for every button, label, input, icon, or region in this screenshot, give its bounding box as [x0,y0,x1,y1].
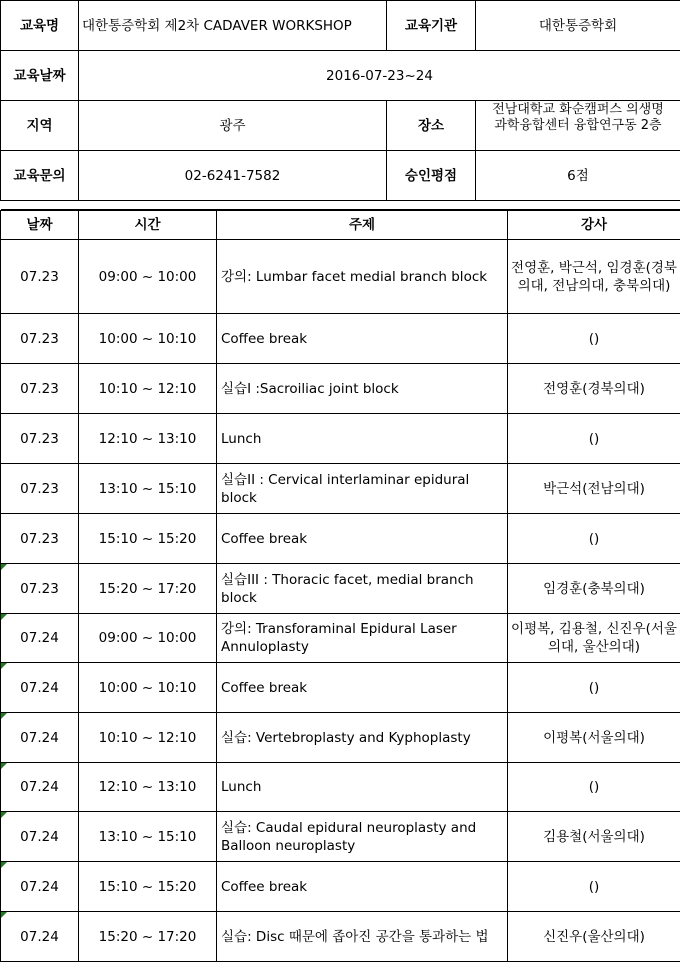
row-date: 07.24 [1,713,79,763]
row-date: 07.23 [1,514,79,564]
row-date: 07.23 [1,364,79,414]
row-topic: Coffee break [217,663,508,713]
header-date: 날짜 [1,211,79,240]
row-lecturer: 박근석(전남의대) [508,464,680,514]
row-date: 07.23 [1,240,79,314]
row-lecturer: () [508,862,680,912]
course-date-value: 2016-07-23~24 [79,51,680,101]
row-time: 10:10 ~ 12:10 [79,713,217,763]
row-topic: 실습I :Sacroiliac joint block [217,364,508,414]
row-date: 07.24 [1,614,79,663]
header-lecturer: 강사 [508,211,680,240]
course-info-table [0,0,680,210]
course-name-value: 대한통증학회 제2차 CADAVER WORKSHOP [79,1,387,51]
row-lecturer: () [508,414,680,464]
course-credit-label: 승인평점 [387,151,476,201]
row-time: 09:00 ~ 10:00 [79,614,217,663]
row-topic: Lunch [217,414,508,464]
row-date: 07.23 [1,464,79,514]
row-time: 10:10 ~ 12:10 [79,364,217,414]
row-time: 15:10 ~ 15:20 [79,514,217,564]
row-lecturer: 전영훈, 박근석, 임경훈(경북의대, 전남의대, 충북의대) [508,240,680,314]
row-date: 07.24 [1,812,79,862]
row-time: 09:00 ~ 10:00 [79,240,217,314]
row-lecturer: () [508,514,680,564]
row-lecturer: () [508,314,680,364]
schedule-table [0,210,680,962]
row-topic: Coffee break [217,862,508,912]
table-row [1,663,680,713]
row-topic: 실습: Disc 때문에 좁아진 공간을 통과하는 법 [217,912,508,962]
header-topic: 주제 [217,211,508,240]
table-row [1,364,680,414]
table-row [1,713,680,763]
row-topic: 실습II : Cervical interlaminar epidural block [217,464,508,514]
row-date: 07.24 [1,912,79,962]
course-date-label: 교육날짜 [1,51,79,101]
course-contact-label: 교육문의 [1,151,79,201]
row-topic: 실습: Vertebroplasty and Kyphoplasty [217,713,508,763]
row-date: 07.24 [1,862,79,912]
course-place-label: 장소 [387,101,476,151]
row-time: 15:20 ~ 17:20 [79,564,217,614]
table-row [1,240,680,314]
row-lecturer: 전영훈(경북의대) [508,364,680,414]
row-date: 07.24 [1,663,79,713]
table-row [1,414,680,464]
table-row [1,314,680,364]
row-date: 07.23 [1,564,79,614]
table-row [1,514,680,564]
course-region-value: 광주 [79,101,387,151]
row-date: 07.24 [1,763,79,812]
row-lecturer: () [508,763,680,812]
course-name-label: 교육명 [1,1,79,51]
row-time: 12:10 ~ 13:10 [79,414,217,464]
row-topic: 강의: Transforaminal Epidural Laser Annuloplasty [217,614,508,663]
schedule-header-row [1,211,680,240]
row-time: 10:00 ~ 10:10 [79,663,217,713]
table-row [1,763,680,812]
row-topic: Lunch [217,763,508,812]
course-place-text: 전남대학교 화순캠퍼스 의생명과학융합센터 융합연구동 2층 [486,102,670,150]
course-place-value [476,101,680,151]
table-row [1,464,680,514]
row-topic: 실습: Caudal epidural neuroplasty and Balloon neuroplasty [217,812,508,862]
table-spacer [1,201,680,210]
row-lecturer: 김용철(서울의대) [508,812,680,862]
row-time: 12:10 ~ 13:10 [79,763,217,812]
row-time: 15:20 ~ 17:20 [79,912,217,962]
row-time: 10:00 ~ 10:10 [79,314,217,364]
row-date: 07.23 [1,314,79,364]
row-topic: Coffee break [217,514,508,564]
row-time: 13:10 ~ 15:10 [79,812,217,862]
table-row [1,862,680,912]
course-contact-value: 02-6241-7582 [79,151,387,201]
row-date: 07.23 [1,414,79,464]
row-lecturer: 이평복(서울의대) [508,713,680,763]
row-topic: Coffee break [217,314,508,364]
row-topic: 실습III : Thoracic facet, medial branch block [217,564,508,614]
header-time: 시간 [79,211,217,240]
table-row [1,912,680,962]
course-credit-value: 6점 [476,151,680,201]
course-org-label: 교육기관 [387,1,476,51]
row-time: 15:10 ~ 15:20 [79,862,217,912]
table-row [1,564,680,614]
row-lecturer: 임경훈(충북의대) [508,564,680,614]
row-lecturer: 이평복, 김용철, 신진우(서울의대, 울산의대) [508,614,680,663]
table-row [1,614,680,663]
row-lecturer: () [508,663,680,713]
course-region-label: 지역 [1,101,79,151]
table-row [1,812,680,862]
row-lecturer: 신진우(울산의대) [508,912,680,962]
row-time: 13:10 ~ 15:10 [79,464,217,514]
row-topic: 강의: Lumbar facet medial branch block [217,240,508,314]
course-org-value: 대한통증학회 [476,1,680,51]
